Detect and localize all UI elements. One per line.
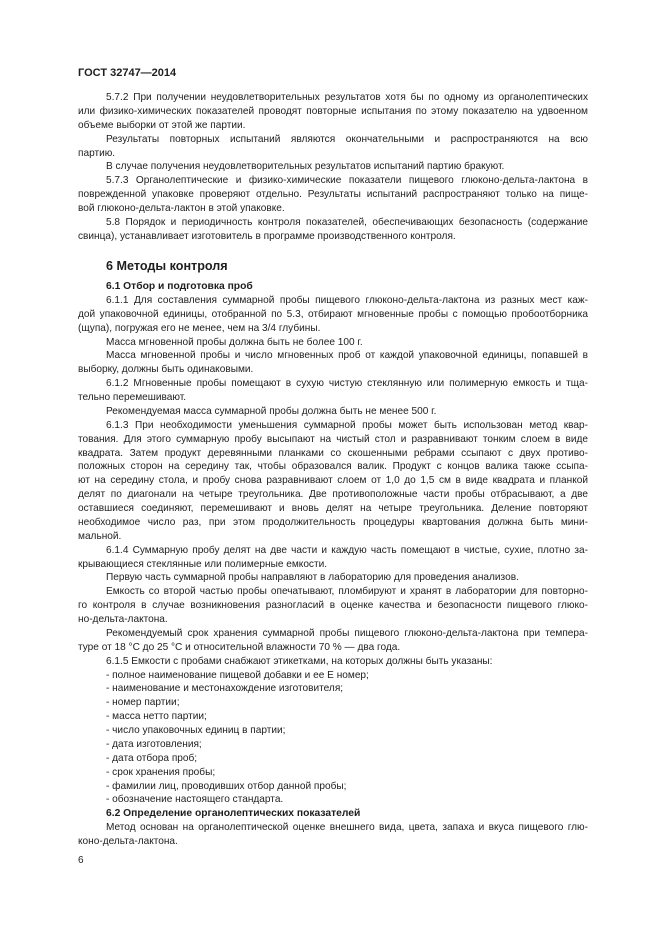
- text-line: - дата отбора проб;: [106, 752, 198, 764]
- section-5-7-text: [78, 91, 588, 244]
- text-line: коно-дельта-лактона.: [78, 836, 178, 847]
- text-line: тельно перемешивают.: [78, 392, 187, 403]
- text-line: - срок хранения пробы;: [106, 766, 216, 778]
- text-line: - номер партии;: [106, 697, 180, 709]
- text-line: 5.7.3 Органолептические и физико-химические показатели пищевого глюконо-дельта-лактона в: [106, 175, 588, 187]
- paragraph: [78, 669, 588, 683]
- paragraph: [78, 91, 588, 133]
- paragraph: [78, 174, 588, 216]
- paragraph: [78, 780, 588, 794]
- paragraph: [78, 160, 588, 174]
- text-line: 6.1.2 Мгновенные пробы помещают в сухую чистую стеклянную или полимерную емкость и тща-: [106, 378, 588, 390]
- text-line: - наименование и местонахождение изготовителя;: [106, 683, 344, 695]
- text-line: (щупа), погружая его не менее, чем на 3/4 глубины.: [78, 322, 321, 334]
- text-line: выборку, должны быть одинаковыми.: [78, 364, 254, 376]
- text-line: Масса мгновенной пробы должна быть не более 100 г.: [106, 336, 363, 348]
- text-line: туре от 18 °С до 25 °С и относительной влажности 70 % — два года.: [78, 641, 401, 653]
- paragraph: [78, 821, 588, 849]
- paragraph: [78, 710, 588, 724]
- paragraph: [78, 738, 588, 752]
- text-line: крывающиеся стеклянные или полимерные емкости.: [78, 558, 328, 570]
- paragraph: [78, 419, 588, 544]
- paragraph: [78, 405, 588, 419]
- paragraph: [78, 696, 588, 710]
- text-line: - число упаковочных единиц в партии;: [106, 725, 286, 736]
- text-line: дой упаковочной единицы, отобранной по 5.3, отбирают мгновенные пробы с помощью пробоотборника: [78, 308, 588, 320]
- paragraph: [78, 377, 588, 405]
- text-line: 6.1.3 При необходимости уменьшения суммарной пробы может быть использован метод квар-: [106, 419, 588, 431]
- subsection-heading: 6.2 Определение органолептических показателей: [106, 808, 361, 820]
- text-line: - масса нетто партии;: [106, 711, 207, 723]
- text-line: делят по диагонали на четыре треугольника. Две противоположные части пробы отбрасывают, а две: [78, 489, 588, 501]
- text-line: необходимое число раз, при этом продолжительность процедуры квартования должна быть мини-: [78, 516, 588, 528]
- text-line: тования. Для этого суммарную пробу высыпают на чистый стол и разравнивают тонким слоем в виде: [78, 433, 588, 445]
- paragraph: [78, 294, 588, 336]
- paragraph: [78, 349, 588, 377]
- page-number: 6: [78, 855, 84, 866]
- text-line: го контроля в случае возникновения разногласий в оценке качества и безопасности пищевого глюко-: [78, 600, 588, 612]
- text-line: - фамилии лиц, проводивших отбор данной пробы;: [106, 780, 347, 792]
- text-line: мальной.: [78, 530, 122, 542]
- paragraph: [78, 724, 588, 738]
- text-line: но-дельта-лактона.: [78, 614, 168, 625]
- paragraph: [78, 752, 588, 766]
- text-line: 6.1.5 Емкости с пробами снабжают этикетками, на которых должны быть указаны:: [106, 655, 493, 667]
- text-line: или физико-химических показателей проводят повторные испытания по этому показателю на удвоенном: [78, 105, 588, 117]
- section-heading: 6 Методы контроля: [106, 259, 228, 273]
- text-line: Рекомендуемый срок хранения суммарной пробы пищевого глюконо-дельта-лактона при темпера-: [106, 627, 588, 639]
- text-line: свинца), устанавливает изготовитель в программе производственного контроля.: [78, 230, 456, 242]
- text-line: Результаты повторных испытаний являются окончательными и распространяются на всю: [106, 133, 588, 145]
- text-line: ют на середину стола, и пробу снова разравнивают слоем от 1,0 до 1,5 см в виде квадрата и планкой: [78, 475, 588, 487]
- paragraph: [78, 766, 588, 780]
- paragraph: [78, 336, 588, 350]
- text-line: объеме выборки от этой же партии.: [78, 119, 246, 131]
- document-header: ГОСТ 32747—2014: [78, 67, 177, 79]
- paragraph: [78, 571, 588, 585]
- paragraph: [78, 544, 588, 572]
- text-line: партию.: [78, 147, 116, 159]
- paragraph: [78, 627, 588, 655]
- text-line: - полное наименование пищевой добавки и ее Е номер;: [106, 669, 369, 681]
- text-line: квадрата. Затем продукт деревянными планками со скошенными ребрами ссыпают с двух противо-: [78, 447, 588, 459]
- text-line: оставшиеся соединяют, перемешивают и вновь делят на четыре треугольника. Деление повторяют: [78, 503, 588, 514]
- paragraph: [78, 133, 588, 161]
- subsection-heading: 6.1 Отбор и подготовка проб: [106, 281, 253, 292]
- text-line: - дата изготовления;: [106, 738, 202, 750]
- text-line: Метод основан на органолептической оценке внешнего вида, цвета, запаха и вкуса пищевого глю-: [106, 822, 588, 834]
- text-line: - обозначение настоящего стандарта.: [106, 794, 284, 806]
- text-line: 6.1.4 Суммарную пробу делят на две части и каждую часть помещают в чистые, сухие, плотно за-: [106, 544, 588, 556]
- paragraph: [78, 682, 588, 696]
- text-line: поврежденной упаковке проверяют отдельно. Результаты испытаний распространяют только на пище-: [78, 189, 588, 201]
- text-line: 5.7.2 При получении неудовлетворительных результатов хотя бы по одному из органолептических: [106, 92, 588, 103]
- text-line: Первую часть суммарной пробы направляют в лабораторию для проведения анализов.: [106, 572, 519, 584]
- paragraph: [78, 655, 588, 669]
- text-line: Емкость со второй частью пробы опечатывают, пломбируют и хранят в лаборатории для повторно-: [106, 586, 588, 598]
- paragraph: [78, 585, 588, 627]
- paragraph: [78, 216, 588, 244]
- paragraph: [78, 793, 588, 807]
- section-6-methods: [78, 258, 588, 849]
- text-line: положных сторон на середину так, чтобы образовался валик. Продукт с концов валика также ссыпа-: [78, 461, 588, 473]
- text-line: Рекомендуемая масса суммарной пробы должна быть не менее 500 г.: [106, 405, 437, 417]
- text-line: 6.1.1 Для составления суммарной пробы пищевого глюконо-дельта-лактона из разных мест каж-: [106, 294, 588, 306]
- text-line: Масса мгновенной пробы и число мгновенных проб от каждой упаковочной единицы, попавшей в: [106, 350, 588, 362]
- text-line: В случае получения неудовлетворительных результатов испытаний партию бракуют.: [106, 161, 505, 173]
- text-line: 5.8 Порядок и периодичность контроля показателей, обеспечивающих безопасность (содержание: [106, 216, 588, 228]
- text-line: вой глюконо-дельта-лактон в этой упаковке.: [78, 203, 285, 214]
